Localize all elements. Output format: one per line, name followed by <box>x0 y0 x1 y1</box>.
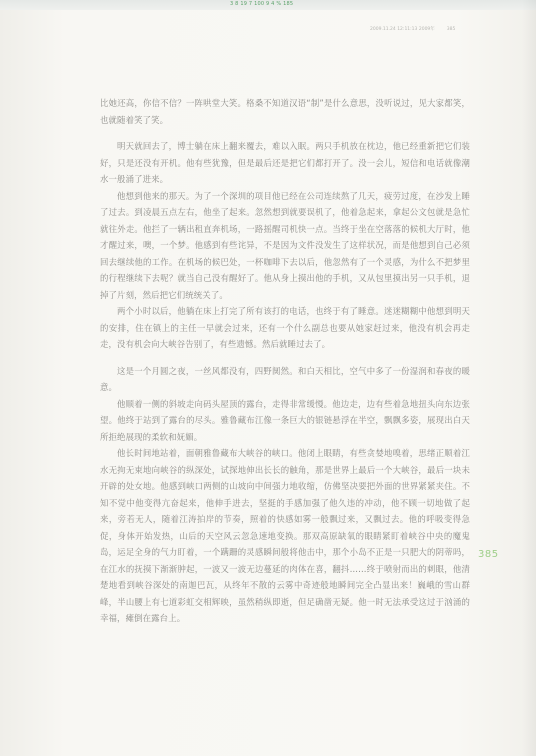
paragraph: 明天就回去了，博士躺在床上翻来覆去，难以入眠。两只手机放在枕边，他已经重新把它们装好，只是还没有开机。他有些犹豫，但是最后还是把它们都打开了。没一会儿，短信和电话就像潮水一般涌了进来。 <box>100 141 470 184</box>
scan-timestamp-text: 2009.11.24 12:11:13 2009年 <box>370 27 435 32</box>
paragraph: 这是一个月圆之夜，一丝风都没有，四野阒然。和白天相比，空气中多了一份湿润和春夜的暖意。 <box>100 365 470 392</box>
scan-top-strip <box>0 0 536 10</box>
scan-timestamp <box>370 26 455 32</box>
scan-header-code: 3 8 19 7 100 9 4 % 185 <box>230 1 294 7</box>
scan-timestamp-page: 385 <box>446 27 456 32</box>
paragraph: 他顺着一侧的斜坡走向码头屋顶的露台，走得非常缓慢。他边走，边有些着急地扭头向东边张望。他终于站到了露台的尽头。雅鲁藏布江像一条巨大的银链悬浮在半空，飘飘多姿，展现出白天所拒绝展现的柔软和妩媚。 <box>100 398 470 442</box>
paragraph: 比她还高，你信不信？一阵哄堂大笑。格桑不知道汉语“制”是什么意思，没听说过，见大家都笑，也就随着笑了笑。 <box>100 98 470 125</box>
body-text <box>100 95 470 627</box>
paragraph: 他长时间地站着，面朝雅鲁藏布大峡谷的峡口。他闭上眼睛，有些贪婪地嗅着，思绪正顺着江水无拘无束地向峡谷的纵深处，试探地伸出长长的触角，那是世界上最后一个大峡谷，最后一块未开辟的处女地。他感到峡口两侧的山坡向中间强力地收缩，仿佛坚决要把外面的世界紧紧夹住。不知不觉中他变得亢奋起来，他伸手进去，坚挺的手感加强了他久违的冲动，他不顾一切地做了起来，旁若无人，随着江涛拍岸的节奏，照着的快感如雾一般飘过来，又飘过去。他的呼吸变得急促，身体开始发热，山后的天空风云忽急速地变换。那双高原缺氧的眼睛紧盯着峡谷中央的魔鬼岛，运足全身的气力盯着，一个蹒跚的灵感瞬间般将他击中，那个小岛不正是一只肥大的阴蒂吗，在江水的抚摸下渐渐肿起，一波又一波无边蔓延的肉体在喜，翻抖……终于喷射而出的刺眼，他清楚地看到峡谷深处的南迦巴瓦，从终年不散的云雾中奇迹般地瞬间完全凸显出来！巍峨的雪山群峰，半山腰上有七道彩虹交相辉映，虽然稍纵即逝，但足确凿无疑。他一时无法承受这过于汹涌的幸福，瘫倒在露台上。 <box>100 448 470 623</box>
page-edge-shadow <box>522 0 536 756</box>
paragraph: 他想到他来的那天。为了一个深圳的项目他已经在公司连续熬了几天，疲劳过度，在沙发上睡了过去。到凌晨五点左右，他坐了起来。忽然想到就要误机了，他着急起来，拿起公文包就是急忙就往外走。他拦了一辆出租直奔机场，一路摇醒司机快一点。当终于坐在空落落的候机大厅时，他才醒过来，噢，一个梦。他感到有些诧异，不是因为文件没发生了这样状况，而是他想到自己必须回去继续他的工作。在机场的候巴处，一杯咖啡下去以后，他忽然有了一个灵感，为什么不把梦里的行程继续下去呢？就当自己没有醒好了。他从身上摸出他的手机，又从包里摸出另一只手机，退掉了片刻，然后把它们统统关了。 <box>100 190 470 300</box>
page-number: 385 <box>478 549 499 560</box>
paragraph: 两个小时以后，他躺在床上打完了所有该打的电话，也终于有了睡意。迷迷糊糊中他想到明天的安排，住在镇上的主任一早就会过来，还有一个什么副总也要从她家赶过来，他没有机会再走走，没有机会向大峡谷告别了，有些遗憾。然后就睡过去了。 <box>100 306 470 349</box>
